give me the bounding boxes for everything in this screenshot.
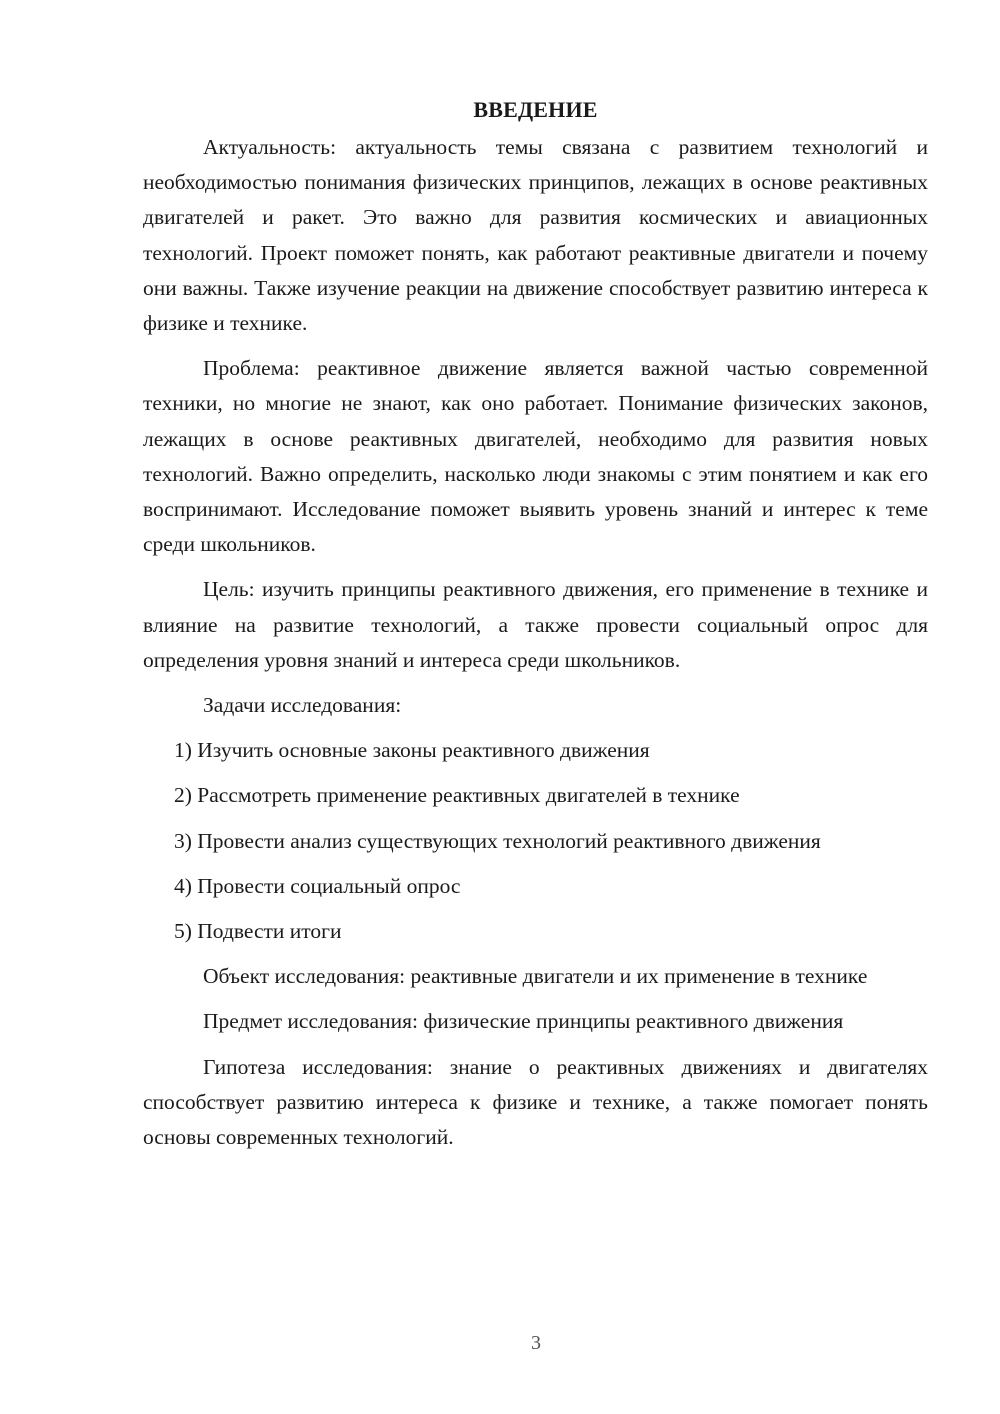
page-title: ВВЕДЕНИЕ <box>473 97 598 122</box>
list-item: 1) Изучить основные законы реактивного движения <box>174 738 650 763</box>
paragraph-goal: Цель: изучить принципы реактивного движения, его применение в технике и влияние на развитие технологий, а также провести социальный опрос для определения уровня знаний и интереса среди школьников. <box>143 577 928 672</box>
paragraph-hypothesis: Гипотеза исследования: знание о реактивных движениях и двигателях способствует развитию интереса к физике и технике, а также помогает понять основы современных технологий. <box>143 1054 928 1150</box>
page-content <box>143 92 928 1165</box>
tasks-heading: Задачи исследования: <box>203 693 402 718</box>
list-item: 2) Рассмотреть применение реактивных двигателей в технике <box>174 783 740 808</box>
paragraph-subject: Предмет исследования: физические принципы реактивного движения <box>203 1009 844 1034</box>
page-number: 3 <box>531 1332 541 1354</box>
paragraph-relevance: Актуальность: актуальность темы связана с развитием технологий и необходимостью понимания физических принципов, лежащих в основе реактивных двигателей и ракет. Это важно для развития космических и авиационных технологий. Проект поможет понять, как работают реактивные двигатели и почему они важны. Также изучение реакции на движение способствует развитию интереса к физике и технике. <box>143 135 928 336</box>
list-item: 3) Провести анализ существующих технологий реактивного движения <box>174 828 821 853</box>
paragraph-object: Объект исследования: реактивные двигатели и их применение в технике <box>203 964 868 989</box>
list-item: 5) Подвести итоги <box>174 919 342 944</box>
paragraph-problem: Проблема: реактивное движение является важной частью современной техники, но многие не знают, как оно работает. Понимание физических законов, лежащих в основе реактивных двигателей, необходимо для развития новых технологий. Важно определить, насколько люди знакомы с этим понятием и как его воспринимают. Исследование поможет выявить уровень знаний и интерес к теме среди школьников. <box>143 356 928 557</box>
list-item: 4) Провести социальный опрос <box>174 873 461 898</box>
tasks-list <box>143 733 928 949</box>
